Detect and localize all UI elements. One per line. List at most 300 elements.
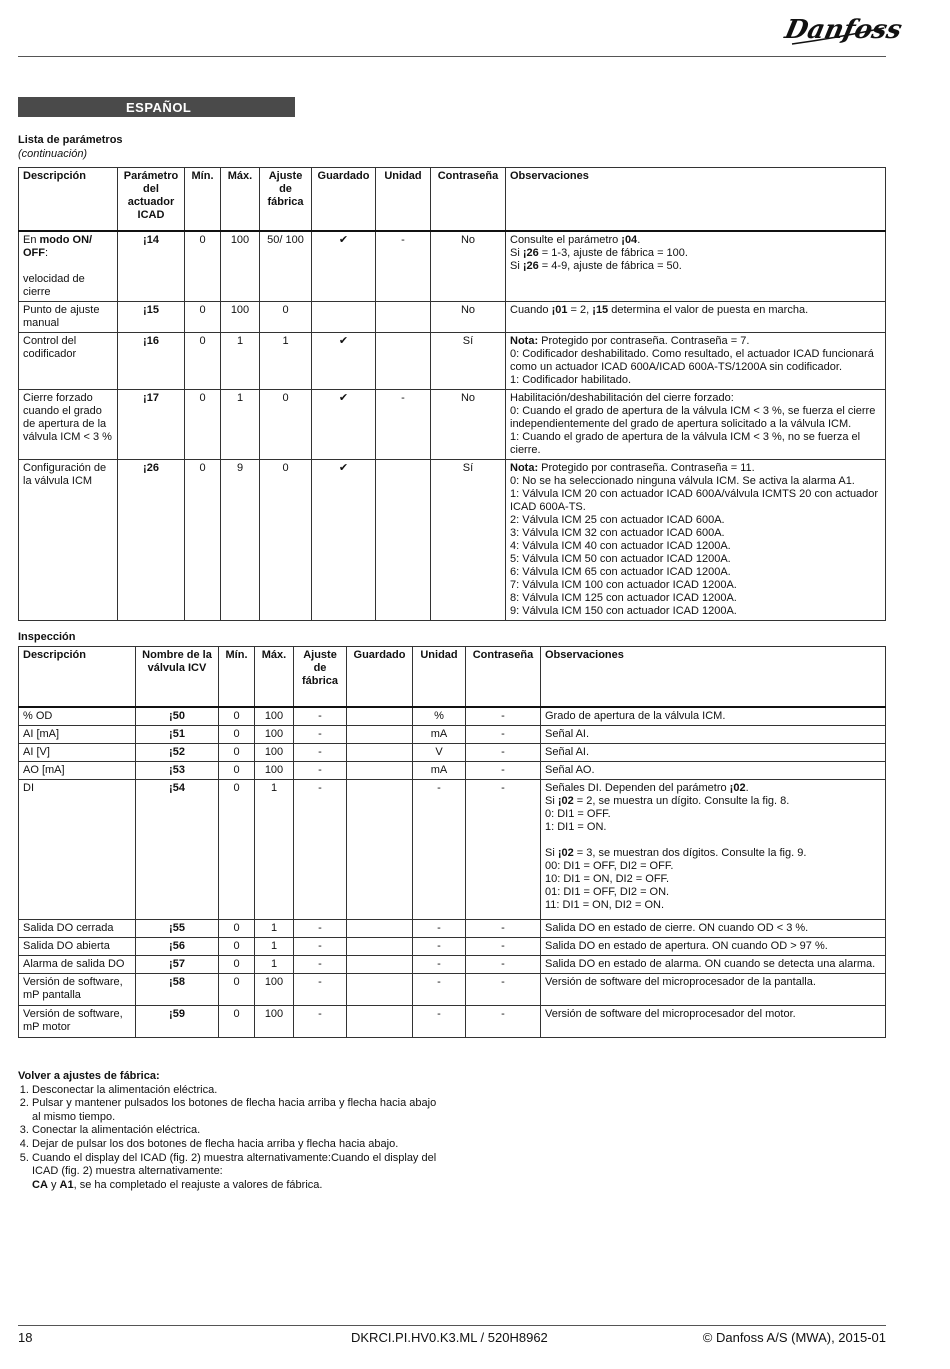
column-header: Máx. bbox=[221, 168, 260, 231]
table-row bbox=[19, 955, 886, 973]
unit-cell: - bbox=[413, 973, 466, 1005]
observation-line bbox=[545, 860, 881, 873]
unit-cell: % bbox=[413, 707, 466, 726]
min-cell: 0 bbox=[219, 725, 255, 743]
observation-text: 9: Válvula ICM 150 con actuador ICAD 1200A. bbox=[510, 604, 737, 617]
min-cell: 0 bbox=[185, 389, 221, 459]
column-header: Máx. bbox=[255, 647, 294, 707]
password-cell: - bbox=[466, 937, 541, 955]
description-text: : bbox=[45, 246, 49, 259]
factory-cell: 0 bbox=[260, 301, 312, 332]
observations-cell bbox=[541, 779, 886, 919]
description-text: AO [mA] bbox=[23, 763, 65, 776]
factory-reset-step: 3. Conectar la alimentación eléctrica. bbox=[32, 1124, 438, 1138]
observation-text: determina el valor de puesta en marcha. bbox=[608, 303, 809, 316]
table-row bbox=[19, 937, 886, 955]
observation-line bbox=[510, 553, 881, 566]
parameter-cell: ¡16 bbox=[118, 332, 185, 389]
max-cell: 1 bbox=[255, 937, 294, 955]
saved-cell bbox=[347, 955, 413, 973]
max-cell: 100 bbox=[255, 761, 294, 779]
copyright: © Danfoss A/S (MWA), 2015-01 bbox=[702, 1330, 886, 1345]
description-cell bbox=[19, 725, 136, 743]
factory-cell: - bbox=[294, 955, 347, 973]
parameter-cell: ¡58 bbox=[136, 973, 219, 1005]
observations-cell bbox=[506, 389, 886, 459]
description-cell bbox=[19, 389, 118, 459]
observation-param: ¡26 bbox=[522, 246, 539, 259]
observation-line bbox=[545, 976, 881, 989]
observation-param: ¡02 bbox=[557, 794, 574, 807]
description-text: DI bbox=[23, 781, 34, 794]
saved-cell bbox=[347, 919, 413, 937]
description-text: Alarma de salida DO bbox=[23, 957, 125, 970]
column-header: Descripción bbox=[19, 168, 118, 231]
observation-text: 5: Válvula ICM 50 con actuador ICAD 1200A. bbox=[510, 552, 731, 565]
observation-line bbox=[545, 873, 881, 886]
factory-cell: - bbox=[294, 707, 347, 726]
password-cell: - bbox=[466, 955, 541, 973]
observation-text: 2: Válvula ICM 25 con actuador ICAD 600A. bbox=[510, 513, 725, 526]
factory-reset-steps bbox=[18, 1084, 438, 1193]
unit-cell: - bbox=[413, 919, 466, 937]
factory-cell: - bbox=[294, 779, 347, 919]
observation-text: 0: Codificador deshabilitado. Como resultado, el actuador ICAD funcionará como un actuador ICAD 600A/ICAD 600A-TS/1200A sin codificador. bbox=[510, 347, 874, 373]
parameter-cell: ¡14 bbox=[118, 231, 185, 302]
factory-cell: - bbox=[294, 743, 347, 761]
saved-check-icon: ✔ bbox=[312, 231, 376, 302]
max-cell: 100 bbox=[255, 743, 294, 761]
observation-line bbox=[510, 304, 881, 317]
parameter-cell: ¡51 bbox=[136, 725, 219, 743]
observation-text: 1: Cuando el grado de apertura de la válvula ICM < 3 %, no se fuerza el cierre. bbox=[510, 430, 861, 456]
observation-line bbox=[510, 514, 881, 527]
min-cell: 0 bbox=[185, 459, 221, 620]
password-cell: - bbox=[466, 779, 541, 919]
observation-param: ¡04 bbox=[621, 233, 638, 246]
observation-text: = 2, bbox=[567, 303, 593, 316]
factory-cell: - bbox=[294, 919, 347, 937]
observation-line bbox=[545, 746, 881, 759]
description-text: Control del codificador bbox=[23, 334, 77, 360]
table-row bbox=[19, 459, 886, 620]
saved-cell bbox=[347, 725, 413, 743]
unit-cell: - bbox=[413, 1005, 466, 1037]
observations-cell bbox=[541, 743, 886, 761]
column-header: Contraseña bbox=[431, 168, 506, 231]
description-cell bbox=[19, 459, 118, 620]
observations-cell bbox=[506, 231, 886, 302]
description-text: Cierre forzado cuando el grado de apertura de la válvula ICM < 3 % bbox=[23, 391, 112, 443]
table-row bbox=[19, 973, 886, 1005]
observation-line bbox=[510, 540, 881, 553]
language-tab: ESPAÑOL bbox=[18, 97, 295, 117]
table-row bbox=[19, 725, 886, 743]
saved-cell bbox=[347, 761, 413, 779]
observation-line bbox=[510, 605, 881, 618]
saved-cell bbox=[347, 1005, 413, 1037]
parameter-cell: ¡57 bbox=[136, 955, 219, 973]
observation-text: 1: Codificador habilitado. bbox=[510, 373, 632, 386]
observations-cell bbox=[506, 332, 886, 389]
min-cell: 0 bbox=[219, 919, 255, 937]
parameter-cell: ¡50 bbox=[136, 707, 219, 726]
min-cell: 0 bbox=[219, 955, 255, 973]
password-cell: No bbox=[431, 301, 506, 332]
max-cell: 100 bbox=[221, 231, 260, 302]
description-cell bbox=[19, 743, 136, 761]
danfoss-logo bbox=[782, 8, 905, 52]
saved-cell bbox=[347, 973, 413, 1005]
observation-line bbox=[510, 260, 881, 273]
observation-text: Consulte el parámetro bbox=[510, 233, 622, 246]
observation-line bbox=[510, 527, 881, 540]
observation-line bbox=[510, 348, 881, 374]
params-subtitle: (continuación) bbox=[18, 148, 88, 160]
footer-divider bbox=[18, 1325, 886, 1326]
observation-line bbox=[545, 782, 881, 795]
observation-line bbox=[545, 899, 881, 912]
factory-reset-step: 4. Dejar de pulsar los dos botones de flecha hacia arriba y flecha hacia abajo. bbox=[32, 1138, 438, 1152]
min-cell: 0 bbox=[219, 707, 255, 726]
description-text: Versión de software, mP motor bbox=[23, 1007, 123, 1033]
observation-text: Señales DI. Dependen del parámetro bbox=[545, 781, 730, 794]
max-cell: 1 bbox=[221, 389, 260, 459]
observation-param: ¡15 bbox=[592, 303, 609, 316]
description-cell bbox=[19, 779, 136, 919]
description-cell bbox=[19, 707, 136, 726]
description-mode: modo ON/ OFF bbox=[23, 233, 93, 259]
unit-cell: - bbox=[413, 955, 466, 973]
parameter-cell: ¡54 bbox=[136, 779, 219, 919]
description-cell bbox=[19, 919, 136, 937]
observation-line bbox=[545, 940, 881, 953]
min-cell: 0 bbox=[185, 332, 221, 389]
max-cell: 100 bbox=[221, 301, 260, 332]
detail-text: y bbox=[47, 1178, 60, 1191]
factory-cell: 50/ 100 bbox=[260, 231, 312, 302]
observation-text: Si bbox=[545, 846, 558, 859]
observations-cell bbox=[506, 459, 886, 620]
min-cell: 0 bbox=[185, 301, 221, 332]
max-cell: 1 bbox=[255, 919, 294, 937]
parameter-cell: ¡56 bbox=[136, 937, 219, 955]
observation-text: 3: Válvula ICM 32 con actuador ICAD 600A. bbox=[510, 526, 725, 539]
column-header: Unidad bbox=[413, 647, 466, 707]
observation-line bbox=[510, 566, 881, 579]
description-cell bbox=[19, 955, 136, 973]
observation-param: Nota: bbox=[510, 461, 539, 474]
max-cell: 1 bbox=[255, 779, 294, 919]
min-cell: 0 bbox=[219, 743, 255, 761]
table-row bbox=[19, 779, 886, 919]
observation-text: . bbox=[745, 781, 749, 794]
unit-cell: mA bbox=[413, 761, 466, 779]
observation-text: 10: DI1 = ON, DI2 = OFF. bbox=[545, 872, 670, 885]
max-cell: 1 bbox=[221, 332, 260, 389]
column-header: Guardado bbox=[347, 647, 413, 707]
table-row bbox=[19, 332, 886, 389]
observations-cell bbox=[541, 955, 886, 973]
observation-line bbox=[510, 392, 881, 405]
password-cell: Sí bbox=[431, 459, 506, 620]
password-cell: - bbox=[466, 1005, 541, 1037]
min-cell: 0 bbox=[219, 973, 255, 1005]
saved-cell bbox=[347, 779, 413, 919]
observation-text: 0: DI1 = OFF. bbox=[545, 807, 611, 820]
password-cell: - bbox=[466, 973, 541, 1005]
max-cell: 9 bbox=[221, 459, 260, 620]
saved-check-icon: ✔ bbox=[312, 332, 376, 389]
description-cell bbox=[19, 761, 136, 779]
observation-line bbox=[545, 958, 881, 971]
observation-line bbox=[510, 247, 881, 260]
parameter-cell: ¡15 bbox=[118, 301, 185, 332]
observation-line bbox=[510, 579, 881, 592]
description-text: Configuración de la válvula ICM bbox=[23, 461, 107, 487]
observation-text: Versión de software del microprocesador de la pantalla. bbox=[545, 975, 816, 988]
observation-text: Salida DO en estado de apertura. ON cuando OD > 97 %. bbox=[545, 939, 828, 952]
column-header: Guardado bbox=[312, 168, 376, 231]
column-header: Nombre de la válvula ICV bbox=[136, 647, 219, 707]
column-header: Contraseña bbox=[466, 647, 541, 707]
unit-cell: - bbox=[376, 231, 431, 302]
unit-cell bbox=[376, 459, 431, 620]
password-cell: Sí bbox=[431, 332, 506, 389]
observation-line bbox=[510, 592, 881, 605]
observation-text: 4: Válvula ICM 40 con actuador ICAD 1200A. bbox=[510, 539, 731, 552]
unit-cell: mA bbox=[413, 725, 466, 743]
description-text: En bbox=[23, 233, 40, 246]
parameter-cell: ¡52 bbox=[136, 743, 219, 761]
observation-text: 1: Válvula ICM 20 con actuador ICAD 600A/válvula ICMTS 20 con actuador ICAD 600A-TS. bbox=[510, 487, 879, 513]
observation-text: 1: DI1 = ON. bbox=[545, 820, 607, 833]
column-header: Ajuste de fábrica bbox=[260, 168, 312, 231]
unit-cell: - bbox=[376, 389, 431, 459]
password-cell: - bbox=[466, 761, 541, 779]
table-row bbox=[19, 389, 886, 459]
observation-text: Señal AO. bbox=[545, 763, 595, 776]
description-text: Salida DO abierta bbox=[23, 939, 110, 952]
description-cell bbox=[19, 301, 118, 332]
observations-cell bbox=[541, 707, 886, 726]
observation-text: 8: Válvula ICM 125 con actuador ICAD 1200A. bbox=[510, 591, 737, 604]
observation-text: = 3, se muestran dos dígitos. Consulte la fig. 9. bbox=[573, 846, 807, 859]
observation-line bbox=[545, 710, 881, 723]
observation-param: ¡02 bbox=[557, 846, 574, 859]
observation-line bbox=[510, 405, 881, 431]
observation-text: 0: Cuando el grado de apertura de la válvula ICM < 3 %, se fuerza el cierre independientemente del grado de apertura solicitado a la válvula ICM. bbox=[510, 404, 876, 430]
saved-cell bbox=[347, 743, 413, 761]
saved-cell bbox=[312, 301, 376, 332]
factory-reset-section bbox=[18, 1070, 438, 1192]
unit-cell: - bbox=[413, 779, 466, 919]
observations-cell bbox=[506, 301, 886, 332]
min-cell: 0 bbox=[219, 937, 255, 955]
header-row bbox=[19, 647, 886, 707]
table-row bbox=[19, 707, 886, 726]
max-cell: 100 bbox=[255, 1005, 294, 1037]
table-row bbox=[19, 761, 886, 779]
parameters-table bbox=[18, 167, 886, 621]
parameter-cell: ¡53 bbox=[136, 761, 219, 779]
saved-cell bbox=[347, 707, 413, 726]
factory-cell: - bbox=[294, 1005, 347, 1037]
description-text: Salida DO cerrada bbox=[23, 921, 114, 934]
factory-cell: 1 bbox=[260, 332, 312, 389]
observation-line bbox=[510, 462, 881, 475]
description-spacer bbox=[23, 260, 113, 273]
column-header: Observaciones bbox=[506, 168, 886, 231]
min-cell: 0 bbox=[219, 761, 255, 779]
observations-cell bbox=[541, 919, 886, 937]
observation-param: Nota: bbox=[510, 334, 539, 347]
factory-cell: - bbox=[294, 725, 347, 743]
observation-line bbox=[510, 234, 881, 247]
observation-line bbox=[545, 764, 881, 777]
observation-text: = 4-9, ajuste de fábrica = 50. bbox=[538, 259, 682, 272]
observation-line bbox=[510, 374, 881, 387]
password-cell: No bbox=[431, 231, 506, 302]
table-row bbox=[19, 743, 886, 761]
column-header: Descripción bbox=[19, 647, 136, 707]
parameter-cell: ¡26 bbox=[118, 459, 185, 620]
inspection-title: Inspección bbox=[18, 631, 76, 643]
column-header: Mín. bbox=[219, 647, 255, 707]
observation-line bbox=[545, 834, 881, 847]
factory-cell: 0 bbox=[260, 389, 312, 459]
observation-line bbox=[545, 886, 881, 899]
description-text: velocidad de cierre bbox=[23, 272, 85, 298]
observation-line bbox=[545, 728, 881, 741]
table-row bbox=[19, 231, 886, 302]
column-header: Unidad bbox=[376, 168, 431, 231]
observation-line bbox=[510, 431, 881, 457]
unit-cell: - bbox=[413, 937, 466, 955]
max-cell: 100 bbox=[255, 707, 294, 726]
min-cell: 0 bbox=[185, 231, 221, 302]
observation-text: Versión de software del microprocesador del motor. bbox=[545, 1007, 796, 1020]
observation-text: Si bbox=[510, 246, 523, 259]
observation-text: Salida DO en estado de cierre. ON cuando OD < 3 %. bbox=[545, 921, 809, 934]
factory-reset-step: 5. Cuando el display del ICAD (fig. 2) muestra alternativamente:Cuando el display del ICAD (fig. 2) muestra alternativamente: CA y A1, se ha completado el reajuste a valores de fábrica. bbox=[32, 1152, 438, 1193]
factory-reset-step: 2. Pulsar y mantener pulsados los botones de flecha hacia arriba y flecha hacia abajo al mismo tiempo. bbox=[32, 1097, 438, 1124]
svg-text:Danfoss: Danfoss bbox=[782, 14, 905, 45]
parameter-cell: ¡55 bbox=[136, 919, 219, 937]
observation-param: ¡02 bbox=[729, 781, 746, 794]
column-header: Observaciones bbox=[541, 647, 886, 707]
observation-text: Si bbox=[510, 259, 523, 272]
document-code: DKRCI.PI.HV0.K3.ML / 520H8962 bbox=[351, 1330, 548, 1345]
factory-reset-step-text: Cuando el display del ICAD (fig. 2) muestra alternativamente: bbox=[32, 1151, 437, 1178]
description-text: Punto de ajuste manual bbox=[23, 303, 100, 329]
observation-text: Habilitación/deshabilitación del cierre forzado: bbox=[510, 391, 734, 404]
observation-line bbox=[510, 475, 881, 488]
observation-line bbox=[545, 847, 881, 860]
description-cell bbox=[19, 1005, 136, 1037]
min-cell: 0 bbox=[219, 1005, 255, 1037]
observation-text: Si bbox=[545, 794, 558, 807]
table-row bbox=[19, 919, 886, 937]
unit-cell bbox=[376, 332, 431, 389]
password-cell: - bbox=[466, 919, 541, 937]
observation-text: Protegido por contraseña. Contraseña = 11. bbox=[538, 461, 755, 474]
params-title: Lista de parámetros bbox=[18, 134, 123, 146]
max-cell: 100 bbox=[255, 725, 294, 743]
saved-check-icon: ✔ bbox=[312, 389, 376, 459]
observations-cell bbox=[541, 1005, 886, 1037]
factory-reset-step: 1. Desconectar la alimentación eléctrica. bbox=[32, 1084, 438, 1098]
observations-cell bbox=[541, 973, 886, 1005]
observation-text: Señal AI. bbox=[545, 745, 590, 758]
observation-line bbox=[545, 808, 881, 821]
unit-cell: V bbox=[413, 743, 466, 761]
observations-cell bbox=[541, 725, 886, 743]
parameter-cell: ¡59 bbox=[136, 1005, 219, 1037]
observation-line bbox=[545, 922, 881, 935]
description-cell bbox=[19, 332, 118, 389]
password-cell: No bbox=[431, 389, 506, 459]
factory-reset-title: Volver a ajustes de fábrica: bbox=[18, 1070, 160, 1082]
parameter-cell: ¡17 bbox=[118, 389, 185, 459]
inspection-table bbox=[18, 646, 886, 1038]
detail-text: , se ha completado el reajuste a valores de fábrica. bbox=[73, 1178, 323, 1191]
password-cell: - bbox=[466, 725, 541, 743]
observation-text: 7: Válvula ICM 100 con actuador ICAD 1200A. bbox=[510, 578, 737, 591]
observation-text: Salida DO en estado de alarma. ON cuando se detecta una alarma. bbox=[545, 957, 876, 970]
table-row bbox=[19, 1005, 886, 1037]
description-text: AI [V] bbox=[23, 745, 50, 758]
display-code: CA bbox=[32, 1178, 48, 1191]
header-row bbox=[19, 168, 886, 231]
description-cell bbox=[19, 937, 136, 955]
observation-line bbox=[510, 488, 881, 514]
observation-text: 6: Válvula ICM 65 con actuador ICAD 1200A. bbox=[510, 565, 731, 578]
factory-cell: - bbox=[294, 973, 347, 1005]
observation-line bbox=[545, 821, 881, 834]
max-cell: 100 bbox=[255, 973, 294, 1005]
password-cell: - bbox=[466, 707, 541, 726]
observation-line bbox=[545, 795, 881, 808]
observation-text: 0: No se ha seleccionado ninguna válvula ICM. Se activa la alarma A1. bbox=[510, 474, 855, 487]
unit-cell bbox=[376, 301, 431, 332]
saved-cell bbox=[347, 937, 413, 955]
observation-param: ¡26 bbox=[522, 259, 539, 272]
observation-text: Protegido por contraseña. Contraseña = 7. bbox=[538, 334, 750, 347]
description-text: % OD bbox=[23, 709, 53, 722]
observation-text: Grado de apertura de la válvula ICM. bbox=[545, 709, 726, 722]
description-text: Versión de software, mP pantalla bbox=[23, 975, 123, 1001]
max-cell: 1 bbox=[255, 955, 294, 973]
display-code: A1 bbox=[59, 1178, 74, 1191]
observation-text: Señal AI. bbox=[545, 727, 590, 740]
saved-check-icon: ✔ bbox=[312, 459, 376, 620]
observation-text: Cuando bbox=[510, 303, 552, 316]
observation-text: 00: DI1 = OFF, DI2 = OFF. bbox=[545, 859, 674, 872]
description-line bbox=[23, 234, 113, 260]
observations-cell bbox=[541, 937, 886, 955]
column-header: Ajuste de fábrica bbox=[294, 647, 347, 707]
observation-line bbox=[545, 1008, 881, 1021]
observation-text: = 1-3, ajuste de fábrica = 100. bbox=[538, 246, 688, 259]
description-cell bbox=[19, 231, 118, 302]
observation-param: ¡01 bbox=[551, 303, 568, 316]
min-cell: 0 bbox=[219, 779, 255, 919]
factory-cell: 0 bbox=[260, 459, 312, 620]
column-header: Parámetro del actuador ICAD bbox=[118, 168, 185, 231]
password-cell: - bbox=[466, 743, 541, 761]
description-text: AI [mA] bbox=[23, 727, 60, 740]
